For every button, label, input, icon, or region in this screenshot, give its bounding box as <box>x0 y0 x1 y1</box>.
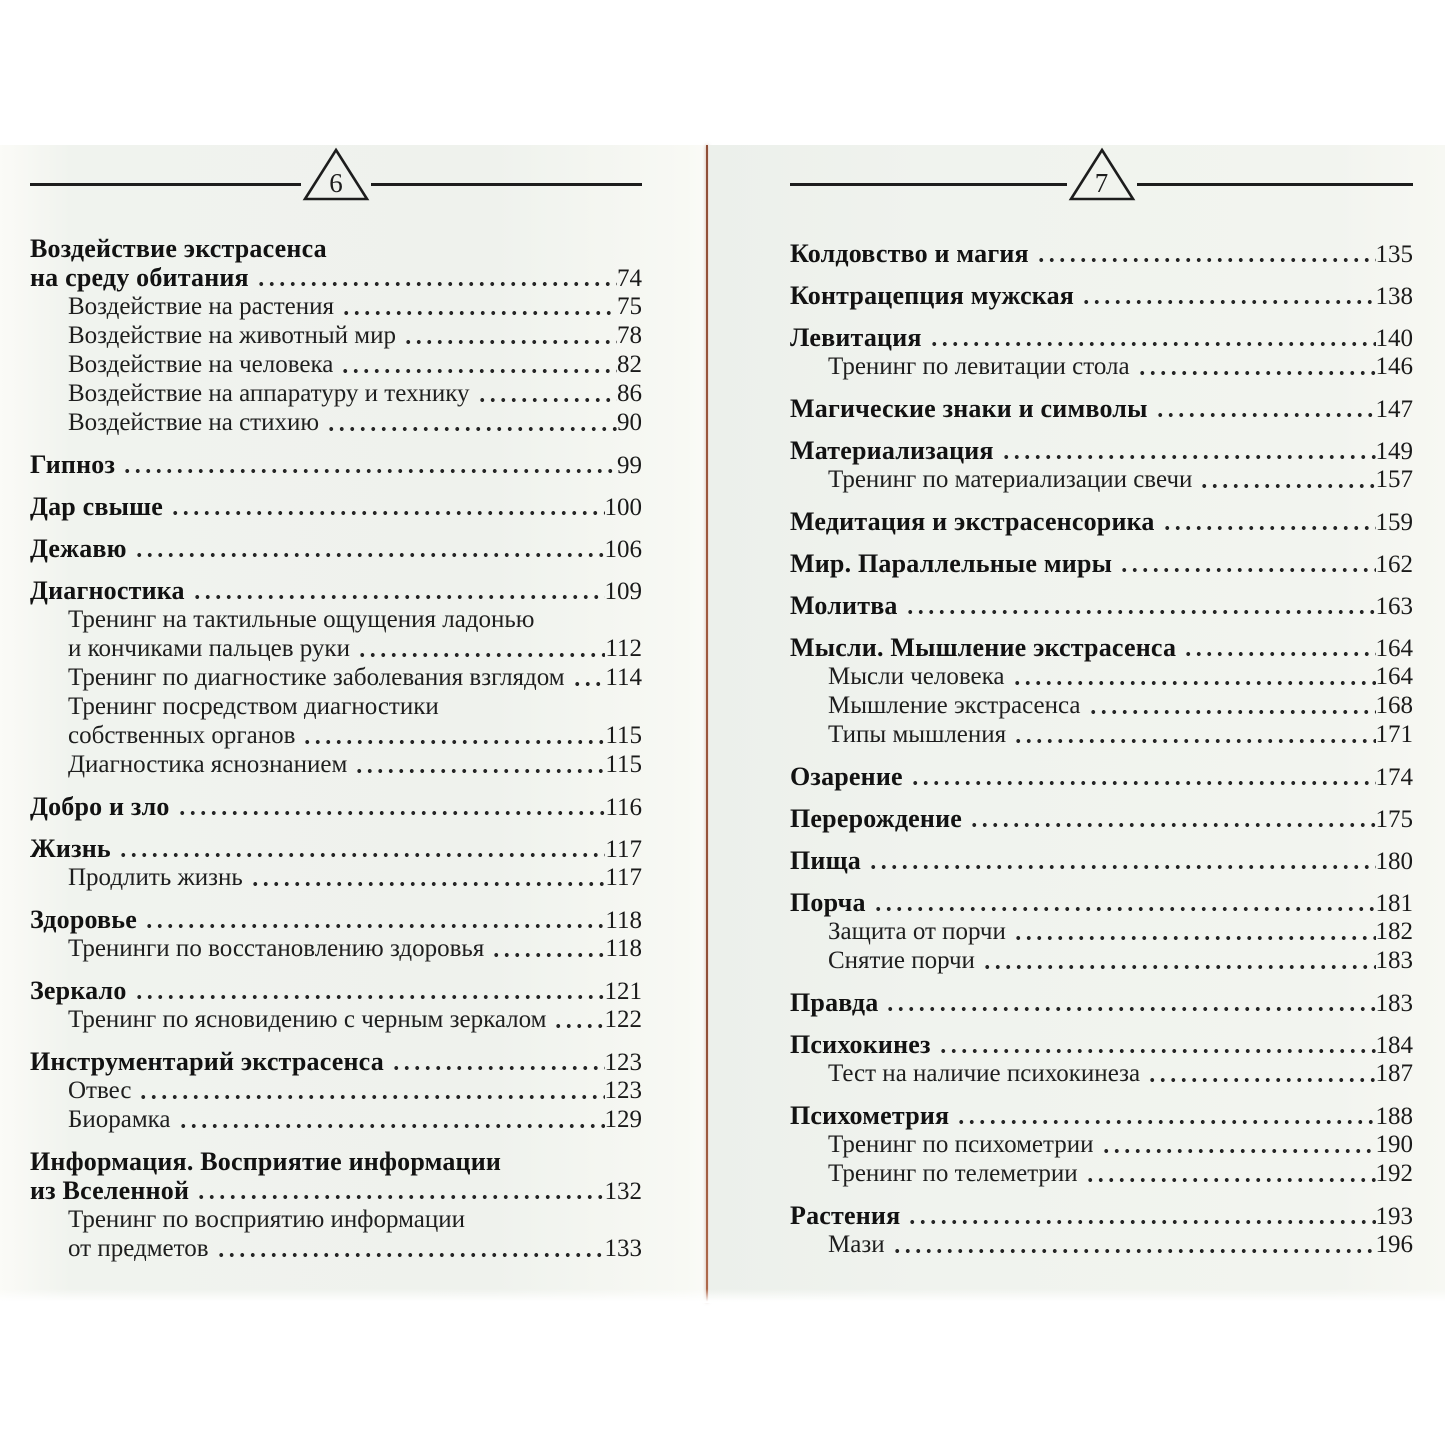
toc-entry-title: и кончиками пальцев руки <box>68 635 350 662</box>
toc-entry-page: 117 <box>605 836 642 863</box>
toc-entry-title: Психометрия <box>790 1101 950 1130</box>
dot-leader <box>1083 1159 1376 1188</box>
toc-entry <box>790 591 1413 620</box>
toc-entry-title: Диагностика <box>30 576 185 605</box>
toc-entry <box>790 1130 1413 1159</box>
dot-leader <box>489 934 605 963</box>
toc-entry-title: Озарение <box>790 762 903 791</box>
toc-entry-page: 159 <box>1375 509 1413 536</box>
toc-list <box>30 234 642 1263</box>
toc-entry <box>790 1101 1413 1130</box>
toc-entry <box>30 576 642 605</box>
toc-entry-page: 175 <box>1375 806 1413 833</box>
toc-entry <box>30 1234 642 1263</box>
header-rule-right <box>371 183 642 186</box>
dot-leader <box>866 846 1376 875</box>
toc-entry <box>30 750 642 779</box>
dot-leader <box>1117 549 1375 578</box>
toc-entry-title: Здоровье <box>30 905 137 934</box>
toc-entry <box>790 394 1413 423</box>
toc-entry-page: 190 <box>1375 1131 1413 1158</box>
toc-entry-title: Контрацепция мужская <box>790 281 1075 310</box>
dot-leader <box>214 1234 605 1263</box>
header-rule-right <box>1137 183 1414 186</box>
toc-list <box>790 239 1413 1259</box>
toc-entry <box>30 408 642 437</box>
dot-leader <box>890 1230 1376 1259</box>
toc-entry-page: 114 <box>605 664 642 691</box>
toc-entry <box>790 691 1413 720</box>
dot-leader <box>132 534 605 563</box>
toc-entry-title: Гипноз <box>30 450 116 479</box>
toc-entry <box>790 507 1413 536</box>
toc-entry-page: 181 <box>1375 890 1413 917</box>
toc-entry-title: Типы мышления <box>828 721 1007 748</box>
toc-entry <box>30 1105 642 1134</box>
dot-leader <box>254 263 617 292</box>
dot-leader <box>1011 917 1376 946</box>
toc-entry <box>30 263 642 292</box>
toc-entry-page: 121 <box>604 978 642 1005</box>
toc-entry-page: 164 <box>1375 663 1413 690</box>
toc-entry-title: Медитация и экстрасенсорика <box>790 507 1155 536</box>
toc-entry <box>30 605 642 634</box>
toc-entry-title: Тренинг по диагностике заболевания взглядом <box>68 664 565 691</box>
toc-entry-page: 182 <box>1375 918 1413 945</box>
dot-leader <box>136 1076 604 1105</box>
toc-entry-page: 82 <box>617 351 642 378</box>
toc-entry-page: 123 <box>604 1049 642 1076</box>
toc-entry-title: Снятие порчи <box>828 947 975 974</box>
toc-entry-page: 171 <box>1375 721 1413 748</box>
toc-entry-page: 118 <box>605 907 642 934</box>
dot-leader <box>1079 281 1375 310</box>
toc-entry-page: 196 <box>1375 1231 1413 1258</box>
toc-entry <box>30 234 642 263</box>
toc-entry-title: из Вселенной <box>30 1176 190 1205</box>
toc-entry-title: Воздействие экстрасенса <box>30 234 327 263</box>
toc-entry <box>30 634 642 663</box>
toc-entry-page: 163 <box>1375 593 1413 620</box>
toc-entry <box>790 1030 1413 1059</box>
toc-entry <box>790 804 1413 833</box>
toc-entry <box>790 720 1413 749</box>
toc-entry-title: Тест на наличие психокинеза <box>828 1060 1141 1087</box>
toc-entry <box>790 352 1413 381</box>
toc-entry-page: 78 <box>617 322 642 349</box>
toc-entry-title: Порча <box>790 888 866 917</box>
toc-entry-title: Тренинг по психометрии <box>828 1131 1094 1158</box>
header-rule-left <box>790 183 1067 186</box>
dot-leader <box>355 634 605 663</box>
toc-entry-title: Мышление экстрасенса <box>828 692 1081 719</box>
dot-leader <box>116 834 606 863</box>
toc-entry-page: 164 <box>1375 635 1413 662</box>
toc-entry-title: Биорамка <box>68 1106 171 1133</box>
toc-entry <box>30 905 642 934</box>
toc-entry-page: 115 <box>605 722 642 749</box>
toc-entry <box>790 988 1413 1017</box>
dot-leader <box>551 1005 604 1034</box>
toc-entry <box>30 663 642 692</box>
toc-entry-page: 184 <box>1375 1032 1413 1059</box>
toc-entry-title: Зеркало <box>30 976 127 1005</box>
toc-entry-page: 140 <box>1375 325 1413 352</box>
toc-entry <box>790 1059 1413 1088</box>
dot-leader <box>1181 633 1375 662</box>
toc-entry-page: 75 <box>617 293 642 320</box>
dot-leader <box>1153 394 1376 423</box>
toc-entry-page: 174 <box>1375 764 1413 791</box>
header-rule-left <box>30 183 301 186</box>
toc-entry <box>790 946 1413 975</box>
dot-leader <box>132 976 605 1005</box>
dot-leader <box>389 1047 605 1076</box>
dot-leader <box>936 1030 1376 1059</box>
page-number: 7 <box>1094 168 1109 198</box>
toc-entry-title: Инструментарий экстрасенса <box>30 1047 384 1076</box>
dot-leader <box>1034 239 1376 268</box>
dot-leader <box>352 750 605 779</box>
dot-leader <box>883 988 1375 1017</box>
toc-entry-page: 123 <box>604 1077 642 1104</box>
dot-leader <box>120 450 617 479</box>
page-number-triangle <box>301 147 371 203</box>
toc-entry-page: 106 <box>604 536 642 563</box>
toc-entry <box>790 762 1413 791</box>
left-page-content <box>30 145 642 1263</box>
page-header <box>30 145 642 203</box>
dot-leader <box>967 804 1375 833</box>
toc-entry-title: Тренинг посредством диагностики <box>68 693 439 720</box>
toc-entry-page: 157 <box>1375 466 1413 493</box>
toc-entry-page: 117 <box>605 864 642 891</box>
toc-entry <box>30 1205 642 1234</box>
toc-entry <box>30 1047 642 1076</box>
toc-entry-title: Тренинг по телеметрии <box>828 1160 1078 1187</box>
dot-leader <box>908 762 1376 791</box>
dot-leader <box>1145 1059 1375 1088</box>
toc-entry <box>790 1201 1413 1230</box>
toc-entry-page: 162 <box>1375 551 1413 578</box>
dot-leader <box>903 591 1376 620</box>
dot-leader <box>1010 662 1376 691</box>
toc-entry <box>790 662 1413 691</box>
toc-entry-page: 115 <box>605 751 642 778</box>
toc-entry-page: 192 <box>1375 1160 1413 1187</box>
toc-entry <box>30 492 642 521</box>
toc-entry-title: Тренинг по левитации стола <box>828 353 1130 380</box>
toc-entry-page: 168 <box>1375 692 1413 719</box>
toc-entry-title: Тренинг по восприятию информации <box>68 1206 465 1233</box>
toc-entry-page: 116 <box>605 794 642 821</box>
toc-entry-title: Мысли. Мышление экстрасенса <box>790 633 1177 662</box>
dot-leader <box>324 408 617 437</box>
toc-entry-page: 99 <box>617 452 642 479</box>
dot-leader <box>871 888 1376 917</box>
dot-leader <box>905 1201 1375 1230</box>
toc-entry-page: 90 <box>617 409 642 436</box>
toc-entry-title: Молитва <box>790 591 898 620</box>
toc-entry-page: 147 <box>1375 396 1413 423</box>
toc-entry-title: Психокинез <box>790 1030 931 1059</box>
dot-leader <box>338 350 617 379</box>
dot-leader <box>1086 691 1376 720</box>
toc-entry <box>30 534 642 563</box>
dot-leader <box>401 321 617 350</box>
toc-entry-title: Отвес <box>68 1077 132 1104</box>
toc-entry-title: Защита от порчи <box>828 918 1006 945</box>
dot-leader <box>176 1105 605 1134</box>
toc-entry-title: Тренинг на тактильные ощущения ладонью <box>68 606 535 633</box>
toc-entry-page: 129 <box>604 1106 642 1133</box>
book-spread <box>0 145 1445 1302</box>
toc-entry <box>790 465 1413 494</box>
dot-leader <box>1099 1130 1376 1159</box>
dot-leader <box>339 292 617 321</box>
dot-leader <box>248 863 606 892</box>
toc-entry-title: Дар свыше <box>30 492 164 521</box>
toc-entry-page: 183 <box>1375 990 1413 1017</box>
toc-entry-title: Пища <box>790 846 861 875</box>
toc-entry-title: Мази <box>828 1231 885 1258</box>
toc-entry-title: Магические знаки и символы <box>790 394 1148 423</box>
toc-entry <box>790 633 1413 662</box>
toc-entry <box>790 917 1413 946</box>
toc-entry-title: Дежавю <box>30 534 127 563</box>
toc-entry <box>30 450 642 479</box>
right-page <box>709 145 1445 1302</box>
toc-entry-page: 86 <box>617 380 642 407</box>
toc-entry <box>790 888 1413 917</box>
dot-leader <box>168 492 604 521</box>
toc-entry <box>790 1159 1413 1188</box>
toc-entry-title: Колдовство и магия <box>790 239 1029 268</box>
toc-entry-page: 112 <box>605 635 642 662</box>
dot-leader <box>194 1176 604 1205</box>
book-spine-line <box>706 145 708 1302</box>
toc-entry <box>790 239 1413 268</box>
toc-entry-title: Мир. Параллельные миры <box>790 549 1113 578</box>
toc-entry-title: Перерождение <box>790 804 963 833</box>
toc-entry <box>30 379 642 408</box>
toc-entry <box>30 1005 642 1034</box>
toc-entry-title: Растения <box>790 1201 901 1230</box>
toc-entry-title: собственных органов <box>68 722 296 749</box>
toc-entry-title: Воздействие на человека <box>68 351 334 378</box>
toc-entry-title: Воздействие на растения <box>68 293 335 320</box>
toc-entry-title: Правда <box>790 988 879 1017</box>
dot-leader <box>980 946 1376 975</box>
toc-entry-page: 109 <box>604 578 642 605</box>
toc-entry <box>30 834 642 863</box>
toc-entry <box>30 792 642 821</box>
page-header <box>790 145 1413 203</box>
toc-entry-page: 133 <box>604 1235 642 1262</box>
dot-leader <box>475 379 617 408</box>
toc-entry <box>790 281 1413 310</box>
dot-leader <box>1197 465 1375 494</box>
dot-leader <box>190 576 605 605</box>
toc-entry-title: Жизнь <box>30 834 111 863</box>
toc-entry-page: 100 <box>604 494 642 521</box>
page-number: 6 <box>329 168 343 198</box>
toc-entry-page: 149 <box>1375 438 1413 465</box>
toc-entry-page: 180 <box>1375 848 1413 875</box>
toc-entry-page: 135 <box>1375 241 1413 268</box>
toc-entry <box>30 934 642 963</box>
toc-entry <box>790 436 1413 465</box>
toc-entry-page: 183 <box>1375 947 1413 974</box>
dot-leader <box>300 721 605 750</box>
toc-entry-page: 187 <box>1375 1060 1413 1087</box>
toc-entry <box>790 323 1413 352</box>
toc-entry <box>790 1230 1413 1259</box>
toc-entry <box>30 321 642 350</box>
dot-leader <box>1011 720 1375 749</box>
toc-entry-title: Мысли человека <box>828 663 1005 690</box>
dot-leader <box>175 792 606 821</box>
toc-entry <box>30 350 642 379</box>
dot-leader <box>954 1101 1375 1130</box>
toc-entry <box>30 1176 642 1205</box>
toc-entry-title: Тренинги по восстановлению здоровья <box>68 935 485 962</box>
toc-entry-title: Диагностика яснознанием <box>68 751 348 778</box>
page-number-triangle <box>1067 147 1137 203</box>
left-page <box>0 145 707 1302</box>
toc-entry-page: 74 <box>617 265 642 292</box>
toc-entry <box>790 549 1413 578</box>
toc-entry-title: Воздействие на животный мир <box>68 322 396 349</box>
toc-entry-title: Левитация <box>790 323 922 352</box>
toc-entry-title: Тренинг по ясновидению с черным зеркалом <box>68 1006 547 1033</box>
toc-entry <box>30 692 642 721</box>
toc-entry <box>790 846 1413 875</box>
toc-entry <box>30 1076 642 1105</box>
dot-leader <box>1160 507 1376 536</box>
toc-entry-page: 122 <box>604 1006 642 1033</box>
toc-entry-page: 132 <box>604 1178 642 1205</box>
dot-leader <box>1135 352 1376 381</box>
toc-entry-title: Информация. Восприятие информации <box>30 1147 502 1176</box>
right-page-content <box>790 145 1413 1259</box>
toc-entry-title: Воздействие на аппаратуру и технику <box>68 380 470 407</box>
toc-entry-title: Тренинг по материализации свечи <box>828 466 1193 493</box>
dot-leader <box>927 323 1376 352</box>
toc-entry-title: Продлить жизнь <box>68 864 243 891</box>
toc-entry <box>30 863 642 892</box>
toc-entry-title: Воздействие на стихию <box>68 409 320 436</box>
toc-entry-title: на среду обитания <box>30 263 249 292</box>
toc-entry-page: 146 <box>1375 353 1413 380</box>
toc-entry <box>30 721 642 750</box>
toc-entry <box>30 292 642 321</box>
toc-entry-title: от предметов <box>68 1235 209 1262</box>
dot-leader <box>570 663 606 692</box>
toc-entry <box>30 976 642 1005</box>
dot-leader <box>142 905 605 934</box>
toc-entry-title: Добро и зло <box>30 792 170 821</box>
toc-entry-title: Материализация <box>790 436 994 465</box>
toc-entry-page: 188 <box>1375 1103 1413 1130</box>
toc-entry-page: 138 <box>1375 283 1413 310</box>
dot-leader <box>999 436 1376 465</box>
toc-entry-page: 193 <box>1375 1203 1413 1230</box>
toc-entry <box>30 1147 642 1176</box>
toc-entry-page: 118 <box>605 935 642 962</box>
